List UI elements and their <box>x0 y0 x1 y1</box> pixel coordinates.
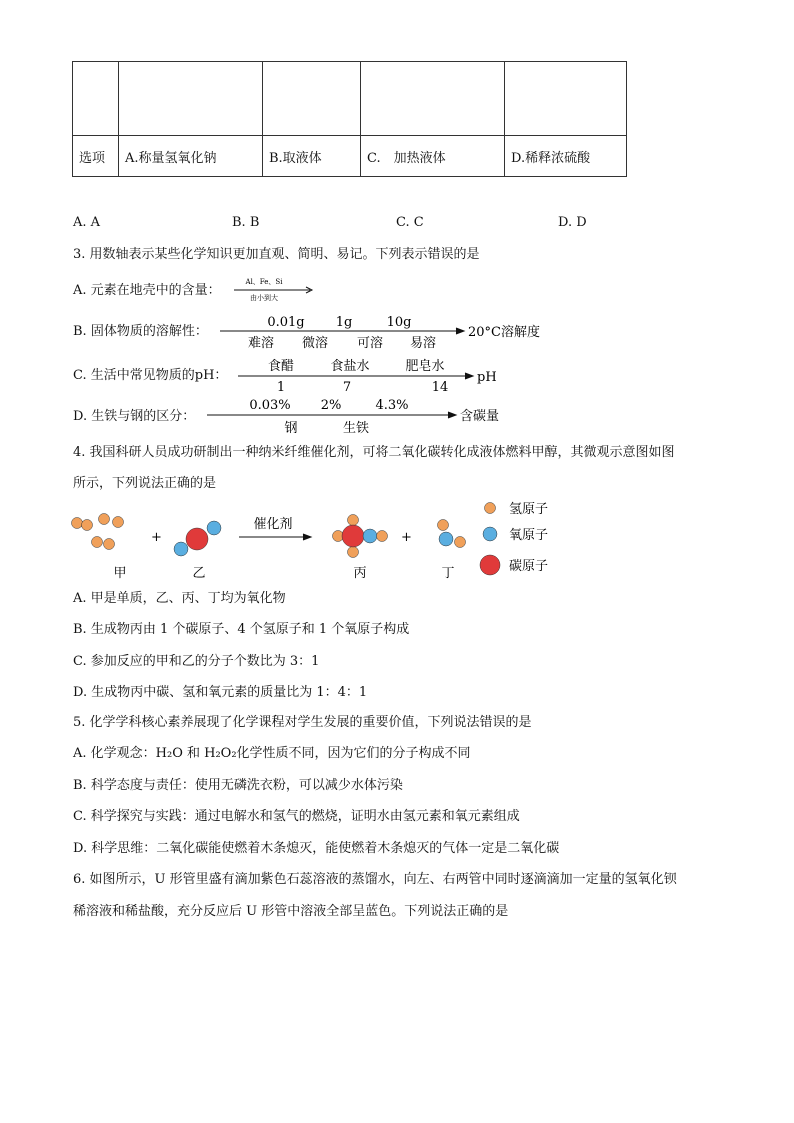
q3-option-c-axis <box>236 356 506 396</box>
label-jia: 甲 <box>113 566 127 581</box>
label-ding: 丁 <box>441 566 455 581</box>
q3-b-tick-top-1: 0.01g <box>267 315 305 330</box>
hydrogen-legend-icon <box>485 503 496 514</box>
plus-sign-2: + <box>401 530 412 545</box>
table-header-cell: 选项 <box>73 136 119 177</box>
carbon-legend-icon <box>480 555 500 575</box>
legend-carbon: 碳原子 <box>509 559 549 574</box>
q3-d-tick-top-2: 2% <box>320 398 342 413</box>
q3-option-d-prefix: D. 生铁与钢的区分： <box>73 409 196 424</box>
q2-choice-c[interactable]: C. C <box>396 215 424 230</box>
plus-sign-1: + <box>151 530 162 545</box>
q5-option-c[interactable]: C. 科学探究与实践：通过电解水和氢气的燃烧，证明水由氢元素和氧元素组成 <box>73 809 520 824</box>
q3-b-axis-end: 20°C溶解度 <box>468 325 540 340</box>
option-d-image <box>505 62 627 136</box>
q4-stem-line2: 所示，下列说法正确的是 <box>73 476 217 491</box>
q4-option-c[interactable]: C. 参加反应的甲和乙的分子个数比为 3：1 <box>73 654 320 669</box>
option-c-label: C. 加热液体 <box>361 136 505 177</box>
q3-option-a-axis <box>228 276 318 304</box>
options-table <box>72 61 627 177</box>
q3-option-d-axis <box>205 395 515 437</box>
q3-c-tick-bottom-3: 14 <box>431 380 449 395</box>
q6-stem-line2: 稀溶液和稀盐酸，充分反应后 U 形管中溶液全部呈蓝色。下列说法正确的是 <box>73 904 509 919</box>
q5-option-d[interactable]: D. 科学思维：二氧化碳能使燃着木条熄灭，能使燃着木条熄灭的气体一定是二氧化碳 <box>73 841 560 856</box>
q3-option-b-axis <box>215 312 555 352</box>
molecule-bing <box>333 515 388 558</box>
q3-d-axis-end: 含碳量 <box>460 409 500 424</box>
q3-b-tick-bottom-2: 微溶 <box>301 336 329 351</box>
q5-option-a[interactable]: A. 化学观念：H₂O 和 H₂O₂化学性质不同，因为它们的分子构成不同 <box>73 746 471 761</box>
q3-b-tick-bottom-1: 难溶 <box>247 336 275 351</box>
q4-stem-line1: 4. 我国科研人员成功研制出一种纳米纤维催化剂，可将二氧化碳转化成液体燃料甲醇，其微观示意图如图 <box>73 445 675 460</box>
q5-option-b[interactable]: B. 科学态度与责任：使用无磷洗衣粉，可以减少水体污染 <box>73 778 403 793</box>
label-bing: 丙 <box>353 566 367 581</box>
q6-stem-line1: 6. 如图所示，U 形管里盛有滴加紫色石蕊溶液的蒸馏水，向左、右两管中同时逐滴滴加一定量的氢氧化钡 <box>73 872 677 887</box>
catalyst-label: 催化剂 <box>253 517 293 532</box>
q2-choice-d[interactable]: D. D <box>558 215 587 230</box>
q4-option-a[interactable]: A. 甲是单质，乙、丙、丁均为氧化物 <box>73 591 286 606</box>
q3-d-tick-top-3: 4.3% <box>375 398 409 413</box>
legend-hydrogen: 氢原子 <box>509 502 549 517</box>
label-yi: 乙 <box>192 566 206 581</box>
q3-d-tick-bottom-2: 生铁 <box>342 421 370 436</box>
option-b-image <box>263 62 361 136</box>
molecule-jia <box>72 514 124 550</box>
q4-option-d[interactable]: D. 生成物丙中碳、氢和氧元素的质量比为 1：4：1 <box>73 685 368 700</box>
option-b-label: B.取液体 <box>263 136 361 177</box>
q3-a-bottom-label: 由小到大 <box>250 294 278 302</box>
q3-d-tick-top-1: 0.03% <box>249 398 291 413</box>
q3-b-tick-top-3: 10g <box>386 315 412 330</box>
table-empty-cell <box>73 62 119 136</box>
option-a-image <box>119 62 263 136</box>
option-a-label: A.称量氢氧化钠 <box>119 136 263 177</box>
q2-choice-a[interactable]: A. A <box>73 215 101 230</box>
q3-a-top-label: Al、Fe、Si <box>245 278 283 286</box>
q3-c-tick-bottom-1: 1 <box>276 380 286 395</box>
q3-b-tick-bottom-3: 可溶 <box>356 336 384 351</box>
q3-option-a-prefix: A. 元素在地壳中的含量： <box>73 283 221 298</box>
q3-option-b-prefix: B. 固体物质的溶解性： <box>73 324 208 339</box>
reaction-diagram <box>68 495 568 587</box>
q3-option-c-prefix: C. 生活中常见物质的pH： <box>73 368 228 383</box>
q3-b-tick-bottom-4: 易溶 <box>409 336 437 351</box>
diagram-legend <box>480 502 548 575</box>
q2-choice-b[interactable]: B. B <box>232 215 260 230</box>
q5-stem: 5. 化学学科核心素养展现了化学课程对学生发展的重要价值，下列说法错误的是 <box>73 715 532 730</box>
legend-oxygen: 氧原子 <box>509 528 549 543</box>
q3-c-axis-end: pH <box>477 370 497 385</box>
q3-stem: 3. 用数轴表示某些化学知识更加直观、简明、易记。下列表示错误的是 <box>73 247 480 262</box>
q3-d-tick-bottom-1: 钢 <box>284 421 298 436</box>
q3-c-tick-top-2: 食盐水 <box>330 359 370 374</box>
oxygen-legend-icon <box>483 527 497 541</box>
q4-option-b[interactable]: B. 生成物丙由 1 个碳原子、4 个氢原子和 1 个氧原子构成 <box>73 622 410 637</box>
option-d-label: D.稀释浓硫酸 <box>505 136 627 177</box>
molecule-ding <box>438 520 466 548</box>
q3-c-tick-top-1: 食醋 <box>267 359 295 374</box>
q3-c-tick-bottom-2: 7 <box>342 380 352 395</box>
molecule-yi <box>174 521 221 556</box>
q3-b-tick-top-2: 1g <box>335 315 353 330</box>
q3-c-tick-top-3: 肥皂水 <box>405 359 445 374</box>
option-c-image <box>361 62 505 136</box>
